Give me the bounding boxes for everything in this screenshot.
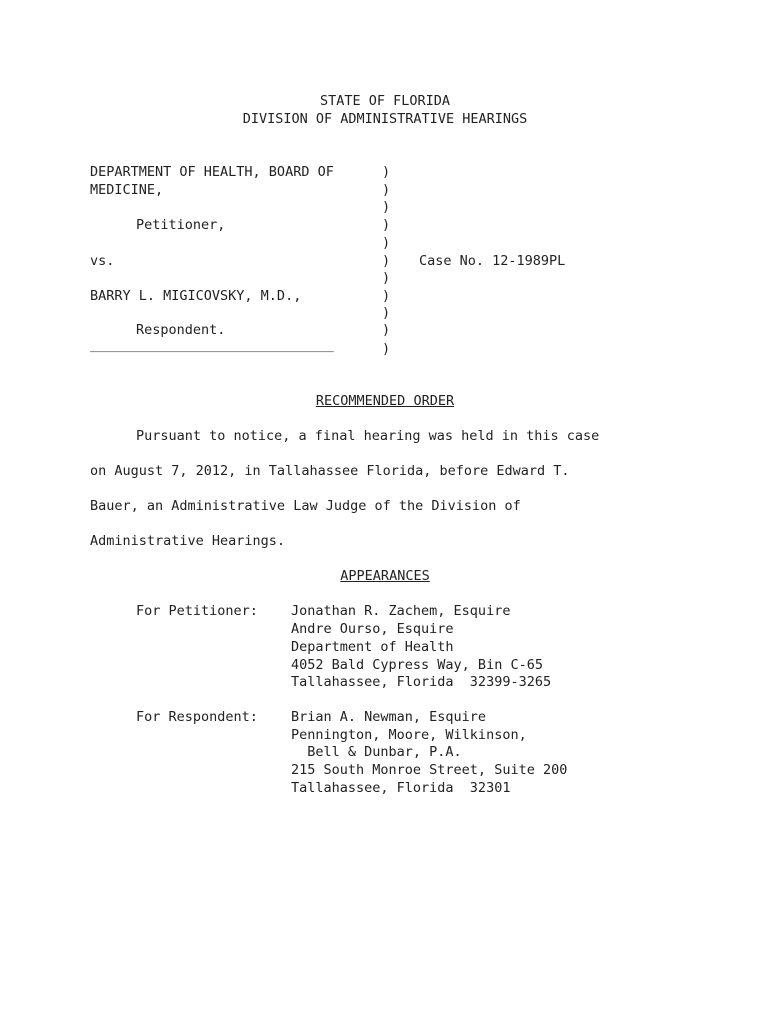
caption-bracket: ): [382, 235, 391, 251]
petitioner-role: Petitioner,: [136, 217, 226, 233]
versus-label: vs.: [90, 253, 115, 269]
paragraph-line: Pursuant to notice, a final hearing was held in this case: [136, 428, 600, 444]
respondent-role: Respondent.: [136, 322, 226, 338]
paragraph-line: Administrative Hearings.: [90, 533, 286, 549]
petitioner-name-line2: MEDICINE,: [90, 182, 164, 198]
header-state: STATE OF FLORIDA: [319, 93, 451, 109]
appearance-line: 4052 Bald Cypress Way, Bin C-65: [291, 657, 543, 673]
caption-bracket: ): [382, 164, 391, 180]
appearance-line: 215 South Monroe Street, Suite 200: [291, 762, 568, 778]
appearance-line: Pennington, Moore, Wilkinson,: [291, 727, 527, 743]
case-number: Case No. 12-1989PL: [419, 253, 566, 269]
caption-bracket: ): [382, 217, 391, 233]
caption-bracket: ): [382, 305, 391, 321]
paragraph-line: Bauer, an Administrative Law Judge of the Division of: [90, 498, 521, 514]
appearance-line: Jonathan R. Zachem, Esquire: [291, 603, 511, 619]
appearance-line: Andre Ourso, Esquire: [291, 621, 454, 637]
order-title: RECOMMENDED ORDER: [315, 393, 455, 409]
caption-bracket: ): [382, 322, 391, 338]
petitioner-name-line1: DEPARTMENT OF HEALTH, BOARD OF: [90, 164, 334, 180]
caption-bracket: ): [382, 270, 391, 286]
appearance-line: Brian A. Newman, Esquire: [291, 709, 487, 725]
caption-bracket: ): [382, 341, 391, 357]
appearance-line: Tallahassee, Florida 32301: [291, 780, 511, 796]
caption-bracket: ): [382, 182, 391, 198]
petitioner-appearance-label: For Petitioner:: [136, 603, 258, 619]
respondent-name: BARRY L. MIGICOVSKY, M.D.,: [90, 288, 302, 304]
appearance-line: Bell & Dunbar, P.A.: [291, 744, 462, 760]
appearance-line: Tallahassee, Florida 32399-3265: [291, 674, 552, 690]
appearances-title: APPEARANCES: [340, 568, 430, 584]
paragraph-line: on August 7, 2012, in Tallahassee Florida, before Edward T.: [90, 463, 570, 479]
respondent-appearance-label: For Respondent:: [136, 709, 258, 725]
caption-rule: ______________________________: [90, 337, 334, 353]
caption-bracket: ): [382, 199, 391, 215]
caption-bracket: ): [382, 253, 391, 269]
header-division: DIVISION OF ADMINISTRATIVE HEARINGS: [242, 111, 528, 127]
caption-bracket: ): [382, 288, 391, 304]
appearance-line: Department of Health: [291, 639, 454, 655]
